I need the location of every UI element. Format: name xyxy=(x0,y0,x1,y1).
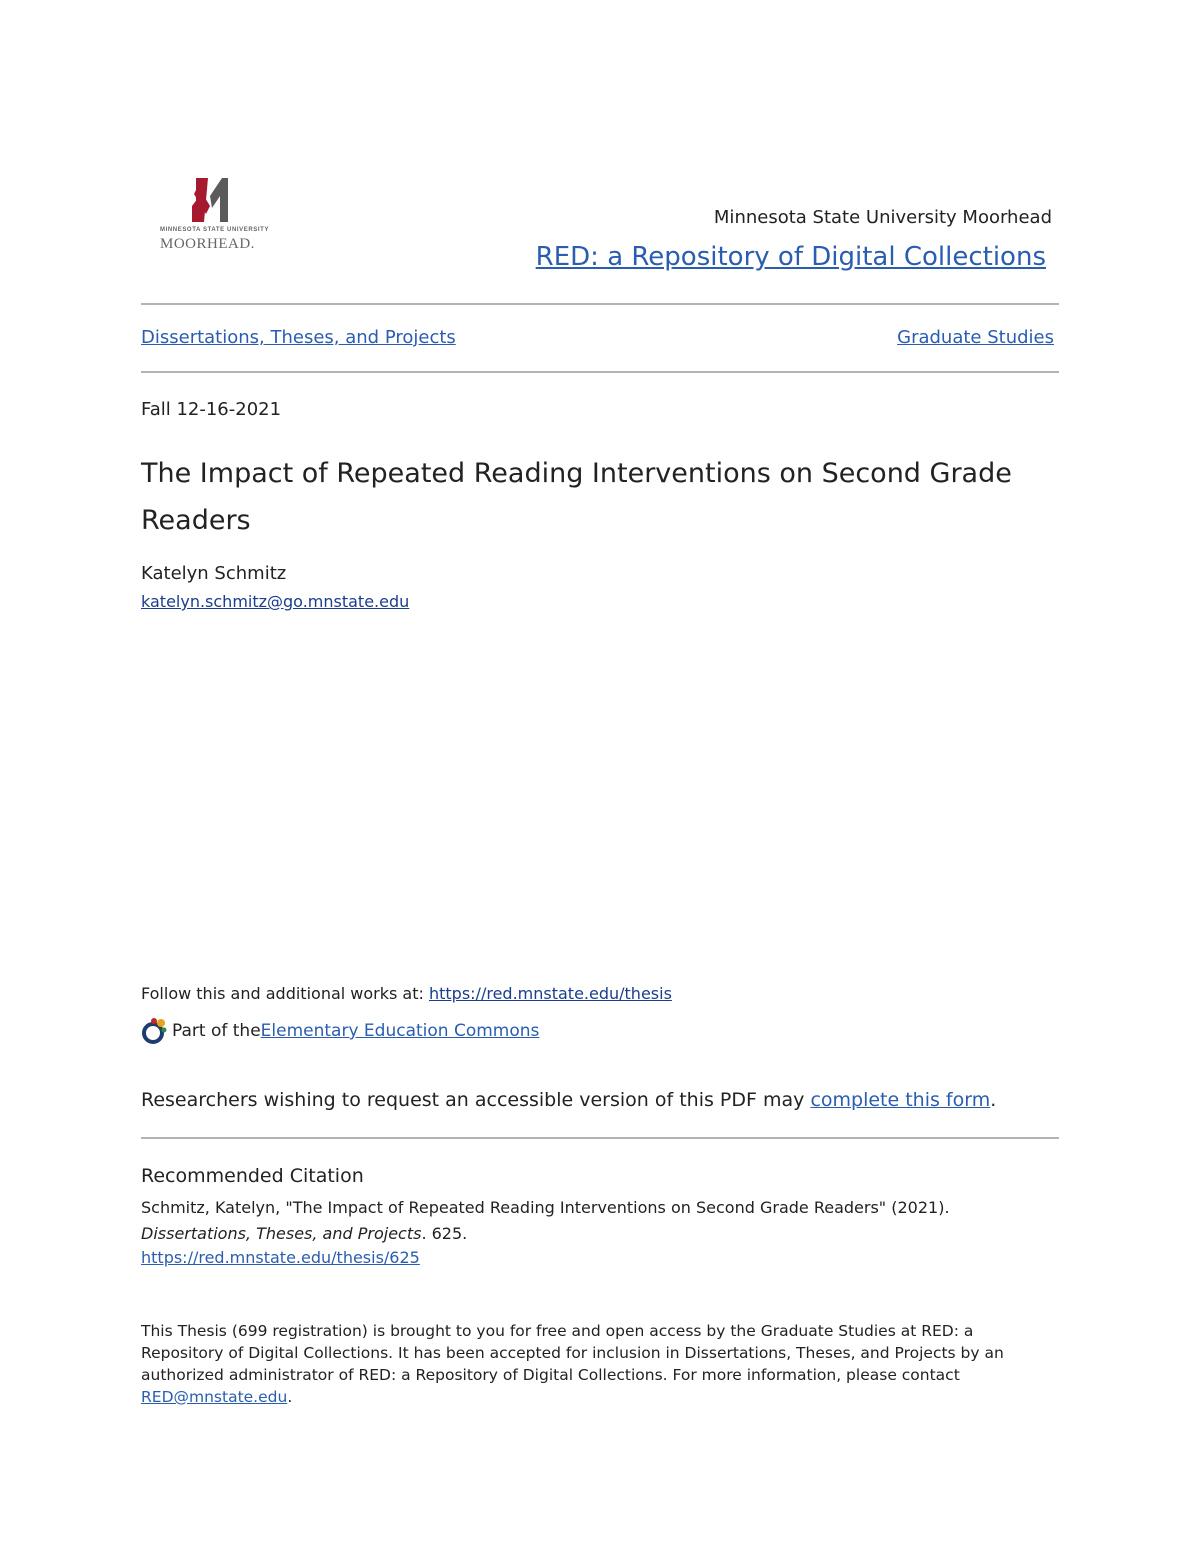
accessible-prefix: Researchers wishing to request an accessible version of this PDF may xyxy=(141,1089,811,1111)
commons-network-icon xyxy=(141,1017,167,1045)
thesis-collection-link[interactable]: https://red.mnstate.edu/thesis xyxy=(428,984,672,1003)
publication-date: Fall 12-16-2021 xyxy=(141,399,282,420)
msum-m-logo-icon xyxy=(156,176,246,226)
follow-line xyxy=(141,984,672,1003)
accessible-suffix: . xyxy=(990,1089,997,1111)
author-name: Katelyn Schmitz xyxy=(141,563,287,584)
logo-subtitle: MINNESOTA STATE UNIVERSITY xyxy=(160,227,270,233)
divider xyxy=(141,1137,1059,1139)
logo-wordmark: MOORHEAD. xyxy=(160,236,255,252)
contact-email-link[interactable]: RED@mnstate.edu xyxy=(141,1388,288,1406)
citation-heading: Recommended Citation xyxy=(141,1165,364,1187)
citation-text xyxy=(141,1195,1061,1247)
department-link[interactable]: Graduate Studies xyxy=(897,327,1054,348)
author-email-link[interactable]: katelyn.schmitz@go.mnstate.edu xyxy=(141,592,410,611)
access-statement-text: This Thesis (699 registration) is brought to you for free and open access by the Graduate Studies at RED: a Repository of Digital Collections. It has been accepted for inclusion in Dissertations, Theses, and Projects by an authorized administrator of RED: a Repository of Digital Collections. For more information, please contact xyxy=(141,1322,1004,1384)
follow-prefix: Follow this and additional works at: xyxy=(141,984,429,1003)
citation-body: Schmitz, Katelyn, "The Impact of Repeated Reading Interventions on Second Grade Readers" (2021). xyxy=(141,1198,950,1217)
collection-link[interactable]: Dissertations, Theses, and Projects xyxy=(141,327,456,348)
divider xyxy=(141,303,1059,305)
document-title: The Impact of Repeated Reading Interventions on Second Grade Readers xyxy=(141,458,1012,536)
citation-url-link[interactable]: https://red.mnstate.edu/thesis/625 xyxy=(141,1248,420,1267)
complete-form-link[interactable]: complete this form xyxy=(810,1089,991,1111)
accessible-version-line xyxy=(141,1089,996,1111)
institution-name: Minnesota State University Moorhead xyxy=(713,207,1052,228)
citation-series: Dissertations, Theses, and Projects xyxy=(141,1224,422,1243)
citation-number: . 625. xyxy=(421,1224,468,1243)
access-statement xyxy=(141,1320,1041,1408)
repository-link[interactable]: RED: a Repository of Digital Collections xyxy=(535,242,1046,272)
access-statement-suffix: . xyxy=(287,1388,293,1406)
part-of-line xyxy=(141,1017,539,1045)
elementary-education-commons-link[interactable]: Elementary Education Commons xyxy=(260,1021,540,1041)
part-of-prefix: Part of the xyxy=(172,1021,261,1041)
divider xyxy=(141,371,1059,373)
university-logo xyxy=(156,176,282,256)
